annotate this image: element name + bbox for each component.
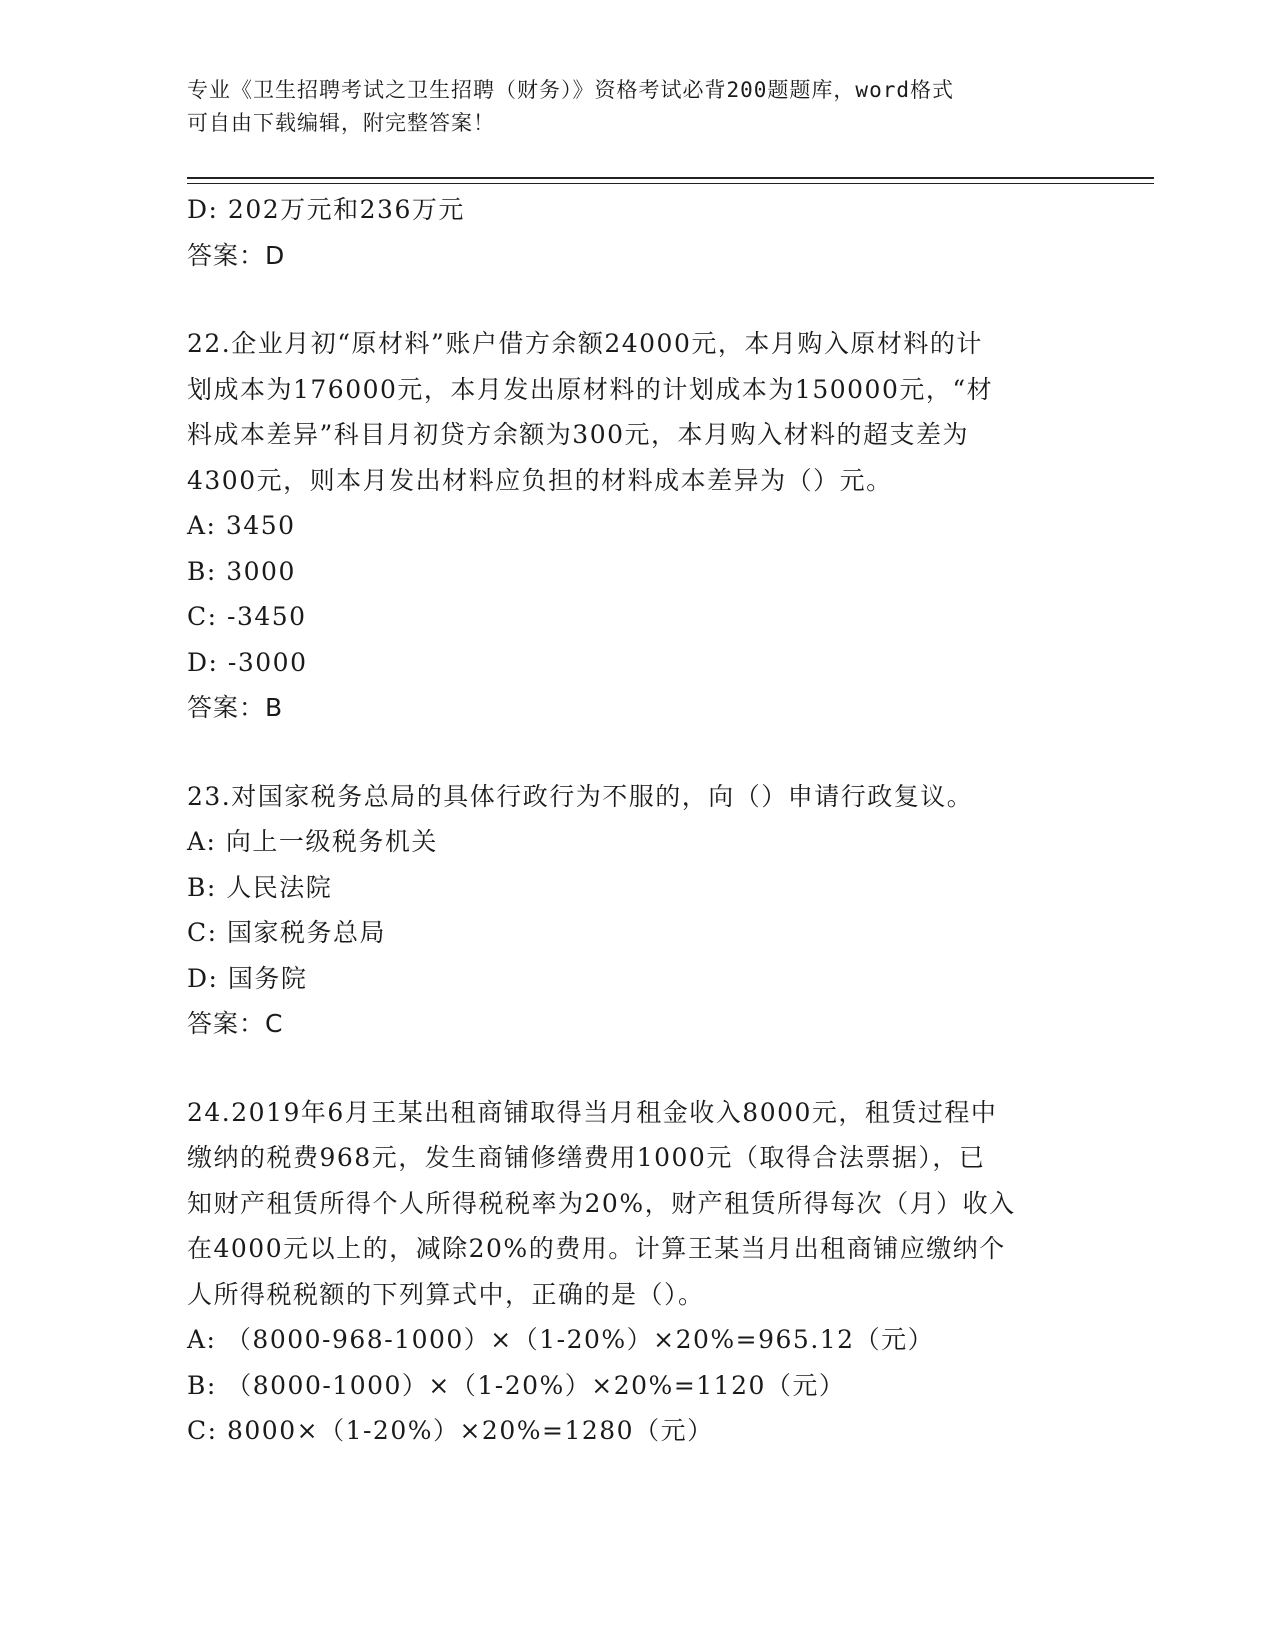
option-a: A: 向上一级税务机关 (187, 827, 438, 856)
question-21-tail (187, 187, 1087, 278)
question-24 (187, 1090, 1087, 1454)
question-stem-line: 知财产租赁所得个人所得税税率为20%，财产租赁所得每次（月）收入 (187, 1188, 1016, 1218)
option-c: C: 国家税务总局 (187, 918, 386, 947)
question-stem-line: 料成本差异”科目月初贷方余额为300元，本月购入材料的超支差为 (187, 420, 970, 449)
option-c: C: -3450 (187, 602, 307, 631)
option-b: B: 3000 (187, 556, 296, 586)
option-d: D: 国务院 (187, 963, 308, 993)
question-stem-line: 24.2019年6月王某出租商铺取得当月租金收入8000元，租赁过程中 (187, 1097, 998, 1127)
spacer (187, 731, 1087, 774)
header-line-2: 可自由下载编辑，附完整答案！ (187, 111, 495, 135)
option-a: A: 3450 (187, 511, 296, 540)
answer-line: 答案：D (187, 240, 286, 270)
header-divider-thin (187, 183, 1154, 184)
question-stem-line: 划成本为176000元，本月发出原材料的计划成本为150000元，“材 (187, 374, 994, 404)
answer-line: 答案：B (187, 693, 284, 722)
option-b: B: （8000-1000）×（1-20%）×20%=1120（元） (187, 1370, 846, 1400)
spacer (187, 278, 1087, 321)
spacer (187, 1047, 1087, 1090)
question-23 (187, 774, 1087, 1047)
option-c: C: 8000×（1-20%）×20%=1280（元） (187, 1416, 714, 1445)
option-d: D: -3000 (187, 647, 308, 677)
document-header (187, 74, 1087, 140)
answer-line: 答案：C (187, 1009, 284, 1038)
document-body (187, 187, 1087, 1454)
question-stem-line: 22.企业月初“原材料”账户借方余额24000元，本月购入原材料的计 (187, 329, 983, 358)
option-b: B: 人民法院 (187, 872, 333, 902)
header-line-1: 专业《卫生招聘考试之卫生招聘（财务）》资格考试必背200题题库，word格式 (187, 78, 954, 102)
question-stem-line: 人所得税税额的下列算式中，正确的是（）。 (187, 1279, 705, 1309)
header-divider-thick (187, 177, 1154, 179)
question-stem-line: 在4000元以上的，减除20%的费用。计算王某当月出租商铺应缴纳个 (187, 1234, 1006, 1263)
question-22 (187, 321, 1087, 731)
option-a: A: （8000-968-1000）×（1-20%）×20%=965.12（元） (187, 1325, 935, 1354)
question-stem-line: 缴纳的税费968元，发生商铺修缮费用1000元（取得合法票据），已 (187, 1143, 986, 1172)
option-d: D: 202万元和236万元 (187, 195, 465, 224)
question-stem-line: 4300元，则本月发出材料应负担的材料成本差异为（）元。 (187, 465, 893, 495)
question-stem-line: 23.对国家税务总局的具体行政行为不服的，向（）申请行政复议。 (187, 781, 974, 811)
